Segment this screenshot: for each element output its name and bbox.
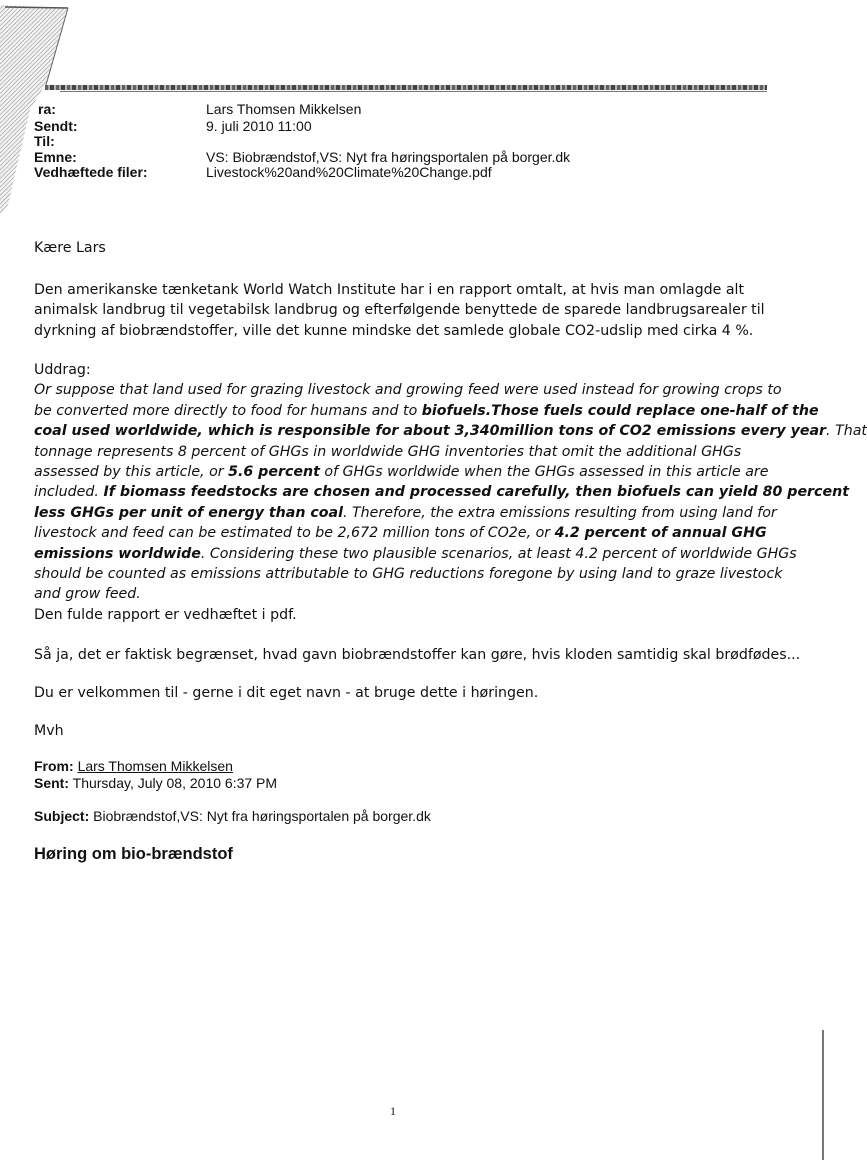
from-label: ra: xyxy=(38,101,56,117)
sent-value: 9. juli 2010 11:00 xyxy=(206,118,312,134)
header-divider-thin xyxy=(60,91,767,92)
intro-paragraph xyxy=(34,280,794,341)
quote-line: included. If biomass feedstocks are chosen and processed carefully, then biofuels can yield 80 percent xyxy=(34,484,849,501)
paragraph-2: Så ja, det er faktisk begrænset, hvad gavn biobrændstoffer kan gøre, hvis kloden samtidig skal brødfødes... xyxy=(34,647,801,663)
fwd-from-row xyxy=(34,758,233,775)
intro-line: animalsk landbrug til vegetabilsk landbrug og efterfølgende benyttede de sparede landbrugsarealer til xyxy=(34,302,765,319)
excerpt-block xyxy=(34,360,867,625)
section-heading: Høring om bio-brændstof xyxy=(34,845,233,863)
fwd-sent-value: Thursday, July 08, 2010 6:37 PM xyxy=(72,775,278,791)
page-number: 1 xyxy=(390,1104,396,1118)
fwd-sent-label: Sent: xyxy=(34,775,69,791)
subject-value: VS: Biobrændstof,VS: Nyt fra høringsportalen på borger.dk xyxy=(206,149,571,165)
sent-label: Sendt: xyxy=(34,118,78,134)
intro-line: dyrkning af biobrændstoffer, ville det kunne mindske det samlede globale CO2-udslip med cirka 4 %. xyxy=(34,322,754,339)
attachments-row xyxy=(0,164,700,181)
quote-line: should be counted as emissions attributable to GHG reductions foregone by using land to graze livestock xyxy=(34,565,783,582)
fwd-subject-label: Subject: xyxy=(34,808,90,824)
report-note: Den fulde rapport er vedhæftet i pdf. xyxy=(34,606,297,623)
attachments-label: Vedhæftede filer: xyxy=(34,164,148,180)
signoff: Mvh xyxy=(34,723,64,739)
subject-label: Emne: xyxy=(34,149,77,165)
from-row xyxy=(0,101,700,118)
quote-line: Or suppose that land used for grazing livestock and growing feed were used instead for growing crops to xyxy=(34,382,782,399)
quote-line: assessed by this article, or 5.6 percent of GHGs worldwide when the GHGs assessed in this article are xyxy=(34,463,769,480)
header-divider xyxy=(45,85,767,90)
fwd-from-label: From: xyxy=(34,758,74,774)
greeting: Kære Lars xyxy=(34,240,106,256)
scan-edge-line xyxy=(822,1030,824,1160)
quote-line: emissions worldwide. Considering these two plausible scenarios, at least 4.2 percent of worldwide GHGs xyxy=(34,545,797,562)
intro-line: Den amerikanske tænketank World Watch Institute har i en rapport omtalt, at hvis man omlagde alt xyxy=(34,282,745,298)
fwd-subject-row xyxy=(34,808,431,825)
quote-line: livestock and feed can be estimated to be 2,672 million tons of CO2e, or 4.2 percent of annual GHG xyxy=(34,525,767,542)
excerpt-label: Uddrag: xyxy=(34,362,91,378)
quote-line: be converted more directly to food for humans and to biofuels.Those fuels could replace one-half of the xyxy=(34,402,819,419)
attachments-value: Livestock%20and%20Climate%20Change.pdf xyxy=(206,164,492,180)
to-label: Til: xyxy=(34,133,55,149)
paragraph-3: Du er velkommen til - gerne i dit eget navn - at bruge dette i høringen. xyxy=(34,685,539,701)
quote-line: coal used worldwide, which is responsible for about 3,340million tons of CO2 emissions every year. That xyxy=(34,423,867,440)
to-row xyxy=(0,133,700,150)
fwd-sent-row xyxy=(34,775,277,792)
fwd-subject-value: Biobrændstof,VS: Nyt fra høringsportalen på borger.dk xyxy=(93,808,431,824)
fwd-from-link[interactable]: Lars Thomsen Mikkelsen xyxy=(77,758,233,774)
quote-line: less GHGs per unit of energy than coal. Therefore, the extra emissions resulting from using land for xyxy=(34,504,777,521)
quote-line: tonnage represents 8 percent of GHGs in worldwide GHG inventories that omit the additional GHGs xyxy=(34,443,742,460)
quote-line: and grow feed. xyxy=(34,586,141,603)
from-value: Lars Thomsen Mikkelsen xyxy=(206,101,362,117)
